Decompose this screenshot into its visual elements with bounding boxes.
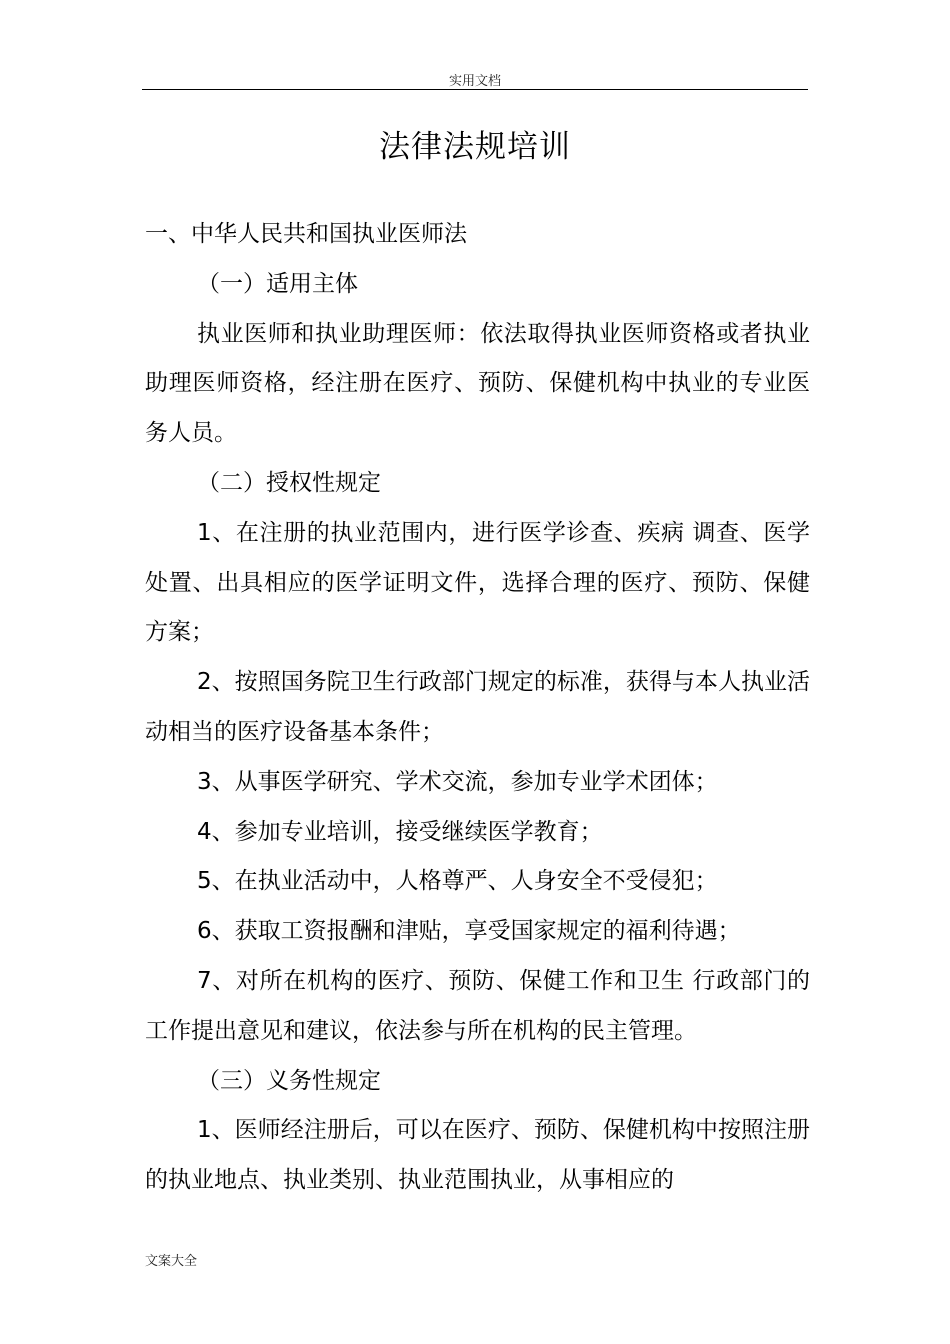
list-item: 3、从事医学研究、学术交流，参加专业学术团体； [197,768,718,795]
list-item: 1、在注册的执业范围内，进行医学诊查、疾病 调查、医学处置、出具相应的医学证明文件，选择合理的医疗、预防、保健方案； [145,519,810,646]
list-item: 7、对所在机构的医疗、预防、保健工作和卫生 行政部门的工作提出意见和建议，依法参与所在机构的民主管理。 [145,967,810,1044]
document-body [145,210,810,1206]
paragraph: 执业医师和执业助理医师：依法取得执业医师资格或者执业助理医师资格，经注册在医疗、预防、保健机构中执业的专业医务人员。 [145,320,810,447]
subsection-heading: （二）授权性规定 [197,469,381,496]
list-item: 5、在执业活动中，人格尊严、人身安全不受侵犯； [197,868,718,895]
page-header: 实用文档 [448,74,501,89]
list-item: 2、按照国务院卫生行政部门规定的标准，获得与本人执业活动相当的医疗设备基本条件； [145,669,810,745]
list-item: 6、获取工资报酬和津贴，享受国家规定的福利待遇； [197,918,741,945]
list-item: 1、医师经注册后，可以在医疗、预防、保健机构中按照注册的执业地点、执业类别、执业范围执业，从事相应的 [145,1117,810,1194]
section-heading: 一、中华人民共和国执业医师法 [145,221,467,247]
list-item: 4、参加专业培训，接受继续医学教育； [197,818,603,845]
subsection-heading: （三）义务性规定 [197,1067,381,1094]
subsection-heading: （一）适用主体 [197,270,358,297]
page-footer: 文案大全 [145,1254,198,1269]
header-divider [142,89,808,90]
document-title: 法律法规培训 [379,128,571,165]
